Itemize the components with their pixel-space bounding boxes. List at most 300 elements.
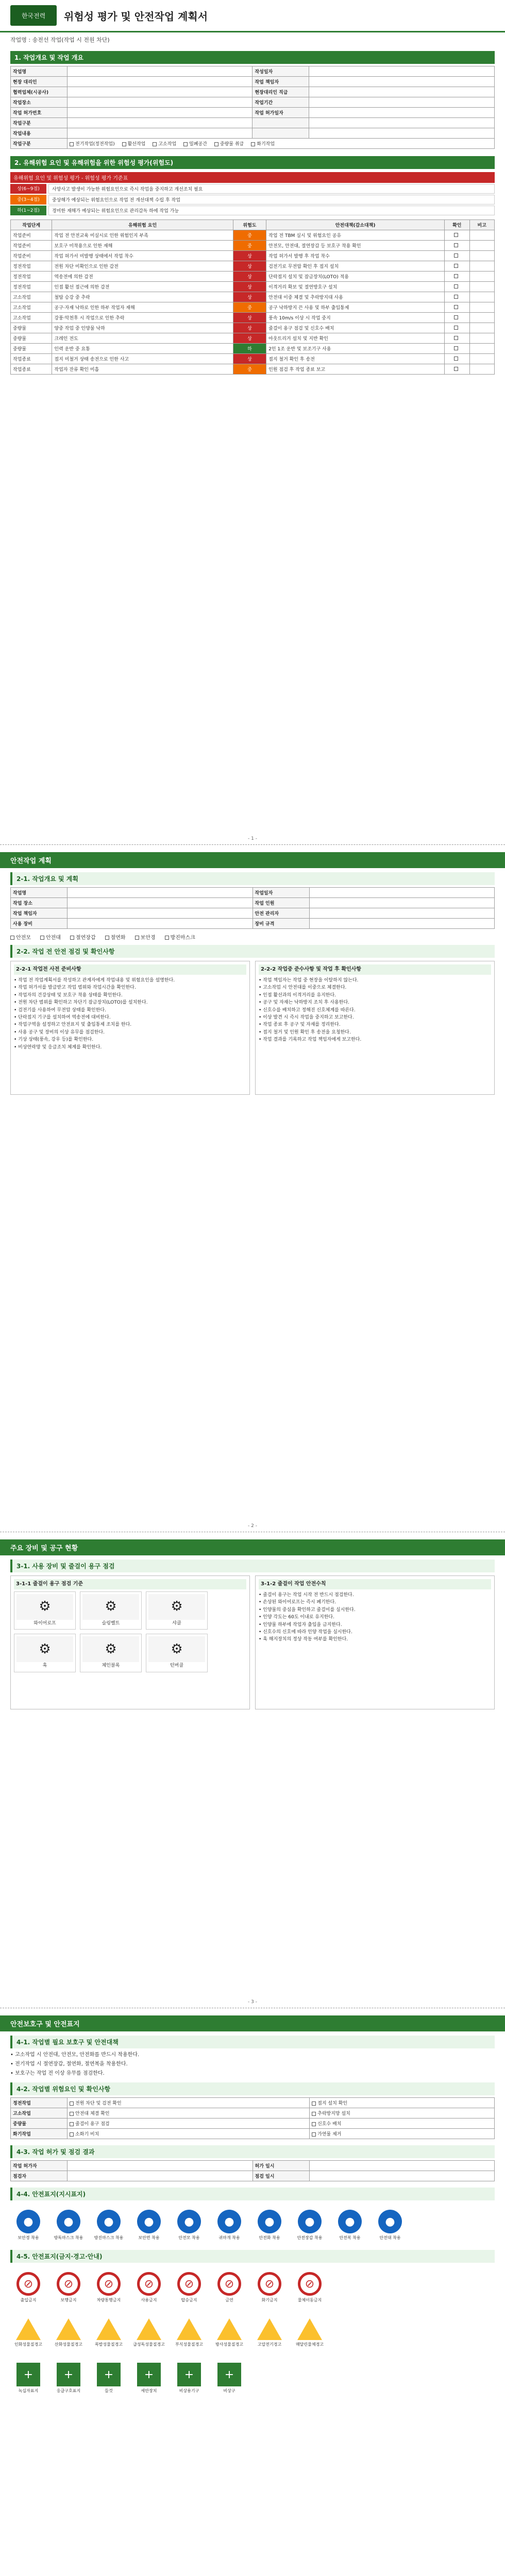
safety-sign xyxy=(211,2267,247,2308)
check-item[interactable]: 소화기 비치 xyxy=(68,2129,310,2139)
company-logo: 한국전력 xyxy=(10,5,57,26)
field-label: 작업 책임자 xyxy=(11,908,68,919)
note-cell[interactable] xyxy=(469,241,495,251)
work-type-checkbox[interactable]: 고소작업 xyxy=(153,142,176,147)
confirm-checkbox[interactable] xyxy=(445,282,469,292)
risk-cell: 중 xyxy=(233,302,266,313)
ppe-checkbox[interactable]: 안전모 xyxy=(10,935,31,941)
note-cell[interactable] xyxy=(469,230,495,241)
sign-label: 보행금지 xyxy=(60,2298,77,2302)
sign-label: 차량통행금지 xyxy=(96,2298,121,2302)
sign-label: 귀마개 착용 xyxy=(218,2235,240,2240)
step-cell: 중량물 xyxy=(11,323,52,333)
work-type-options xyxy=(68,139,495,149)
safety-sign xyxy=(10,2358,46,2399)
step-cell: 작업준비 xyxy=(11,241,52,251)
risk-scale xyxy=(0,184,505,215)
safety-sign xyxy=(50,2312,87,2353)
plan-band: 안전작업 계획 xyxy=(0,852,505,868)
table-row xyxy=(11,118,495,128)
page-4 xyxy=(0,2015,505,2576)
sign-label: 응급구호표지 xyxy=(56,2388,81,2393)
field-label: 작업구분 xyxy=(11,118,68,128)
safety-sign xyxy=(251,2312,288,2353)
list-item: • 손상된 와이어로프는 즉시 폐기한다. xyxy=(259,1600,336,1605)
risk-scale-row xyxy=(10,195,495,205)
table-row xyxy=(11,282,495,292)
field-label: 작업 허가자 xyxy=(11,2161,68,2171)
sign-label: 매달린물체경고 xyxy=(295,2342,324,2347)
page-2 xyxy=(0,852,505,1532)
during-work-title: 2-2-2 작업중 준수사항 및 작업 후 확인사항 xyxy=(259,964,491,975)
note-cell[interactable] xyxy=(469,261,495,272)
table-row xyxy=(11,87,495,97)
check-item[interactable]: 안전대 체결 확인 xyxy=(68,2108,310,2119)
field-value[interactable] xyxy=(68,118,252,128)
sign-label: 탑승금지 xyxy=(181,2298,197,2302)
other-signs-heading: 4-5. 안전표지(금지·경고·안내) xyxy=(10,2250,495,2263)
step-cell: 정전작업 xyxy=(11,272,52,282)
list-item: • 검전기를 사용하여 무전압 상태를 확인한다. xyxy=(14,1007,106,1013)
rigging-inspection-title: 3-1-1 줄걸이 용구 점검 기준 xyxy=(14,1579,246,1589)
field-value[interactable] xyxy=(68,2161,253,2171)
check-item[interactable]: 접지 설치 확인 xyxy=(310,2098,495,2108)
risk-level-chip: 하(1~2점) xyxy=(10,206,46,215)
equipment-item xyxy=(80,1634,142,1672)
column-header: 확인 xyxy=(445,220,469,230)
field-value[interactable] xyxy=(68,97,252,108)
field-value[interactable] xyxy=(68,108,252,118)
sign-label: 방사성물질경고 xyxy=(215,2342,244,2347)
confirm-checkbox[interactable] xyxy=(445,272,469,282)
equipment-image: ⚙ xyxy=(148,1594,205,1620)
measure-cell: 인원 점검 후 작업 종료 보고 xyxy=(266,364,445,375)
field-value[interactable] xyxy=(309,87,495,97)
list-item: • 신호수를 배치하고 정해진 신호체계를 따른다. xyxy=(259,1007,356,1013)
note-cell[interactable] xyxy=(469,333,495,344)
field-value[interactable] xyxy=(309,898,495,908)
hazard-cell: 인접 활선 접근에 의한 감전 xyxy=(52,282,233,292)
sign-label: 고압전기경고 xyxy=(257,2342,282,2347)
hazard-cell: 인력 운반 중 요통 xyxy=(52,344,233,354)
table-row xyxy=(11,2171,495,2181)
note-cell[interactable] xyxy=(469,354,495,364)
safety-sign xyxy=(292,2205,328,2246)
yellow-sign-icon xyxy=(137,2318,161,2340)
step-cell: 고소작업 xyxy=(11,292,52,302)
safety-sign xyxy=(91,2205,127,2246)
risk-cell: 상 xyxy=(233,354,266,364)
section-2-heading: 2. 유해위험 요인 및 유해위험을 위한 위험성 평가(위험도) xyxy=(10,156,495,169)
yellow-sign-icon xyxy=(297,2318,322,2340)
safety-sign xyxy=(211,2312,247,2353)
ppe-checkbox[interactable]: 보안경 xyxy=(135,935,156,941)
risk-cell: 상 xyxy=(233,333,266,344)
work-type-checkbox[interactable]: 화기작업 xyxy=(251,142,275,147)
list-item: • 작업자의 건강상태 및 보호구 착용 상태를 확인한다. xyxy=(14,992,123,998)
note-cell[interactable] xyxy=(469,251,495,261)
yellow-sign-icon xyxy=(257,2318,282,2340)
equipment-section-heading: 3-1. 사용 장비 및 줄걸이 용구 점검 xyxy=(10,1560,495,1572)
risk-cell: 상 xyxy=(233,251,266,261)
table-row xyxy=(11,898,495,908)
blue-sign-icon: ● xyxy=(258,2210,281,2233)
blue-sign-icon: ● xyxy=(97,2210,121,2233)
list-item: • 인양물의 중심을 확인하고 줄걸이를 실시한다. xyxy=(259,1607,356,1613)
field-value[interactable] xyxy=(68,128,252,139)
safety-sign xyxy=(372,2205,408,2246)
column-header: 비고 xyxy=(469,220,495,230)
list-item: • 공구 및 자재는 낙하방지 조치 후 사용한다. xyxy=(259,1000,349,1006)
page-1 xyxy=(0,0,505,845)
risk-criteria-banner: 유해위험 요인 및 위험성 평가 - 위험성 평가 기준표 xyxy=(10,172,495,183)
table-row xyxy=(11,97,495,108)
equipment-label: 체인블록 xyxy=(102,1663,120,1669)
field-label: 협력업체(시공사) xyxy=(11,87,68,97)
note-cell[interactable] xyxy=(469,292,495,302)
hazard-cell: 공구·자재 낙하로 인한 하부 작업자 재해 xyxy=(52,302,233,313)
measure-cell: 풍속 10m/s 이상 시 작업 중지 xyxy=(266,313,445,323)
list-item: • 인양 각도는 60도 이내로 유지한다. xyxy=(259,1615,334,1620)
blue-sign-icon: ● xyxy=(177,2210,201,2233)
column-header: 유해위험 요인 xyxy=(52,220,233,230)
field-value[interactable] xyxy=(309,77,495,87)
step-cell: 작업준비 xyxy=(11,251,52,261)
safety-sign xyxy=(211,2358,247,2399)
list-item: • 기상 상태(풍속, 강우 등)를 확인한다. xyxy=(14,1037,94,1043)
field-label: 작업내용 xyxy=(11,128,68,139)
red-sign-icon: ⊘ xyxy=(177,2272,201,2296)
blue-sign-icon: ● xyxy=(137,2210,161,2233)
table-row xyxy=(11,364,495,375)
list-item: • 훅 해지장치의 정상 작동 여부를 확인한다. xyxy=(259,1637,348,1642)
red-sign-icon: ⊘ xyxy=(298,2272,322,2296)
field-label: 작업일자 xyxy=(252,888,309,898)
safety-sign xyxy=(50,2205,87,2246)
hazard-cell: 작업 허가서 미발행 상태에서 작업 착수 xyxy=(52,251,233,261)
sign-label: 세안장치 xyxy=(141,2388,157,2393)
field-label: 점검자 xyxy=(11,2171,68,2181)
equipment-item xyxy=(14,1634,76,1672)
table-row xyxy=(11,2108,495,2119)
safety-sign xyxy=(211,2205,247,2246)
table-row xyxy=(11,302,495,313)
check-item[interactable]: 추락방지망 설치 xyxy=(310,2108,495,2119)
measure-cell: 아웃트리거 설치 및 지반 확인 xyxy=(266,333,445,344)
ppe-checkbox[interactable]: 안전대 xyxy=(40,935,61,941)
sign-label: 비상용기구 xyxy=(179,2388,199,2393)
table-row xyxy=(11,77,495,87)
safety-sign xyxy=(292,2312,328,2353)
list-item: • 전원 차단 범위를 확인하고 차단기 잠금장치(LOTO)를 설치한다. xyxy=(14,1000,148,1006)
field-label: 작성일자 xyxy=(252,66,309,77)
confirm-checkbox[interactable] xyxy=(445,364,469,375)
check-item[interactable]: 가연물 제거 xyxy=(310,2129,495,2139)
risk-level-description: 경미한 재해가 예상되는 위험요인으로 관리감독 하에 작업 가능 xyxy=(48,206,495,215)
equipment-label: 훅 xyxy=(42,1663,47,1669)
risk-cell: 중 xyxy=(233,364,266,375)
ppe-checkbox[interactable]: 방진마스크 xyxy=(165,935,195,941)
equipment-item xyxy=(80,1591,142,1630)
field-value[interactable] xyxy=(309,128,495,139)
field-value[interactable] xyxy=(68,87,252,97)
equipment-label: 와이어로프 xyxy=(33,1621,56,1626)
field-label: 작업 허가일자 xyxy=(252,108,309,118)
field-value[interactable] xyxy=(68,888,253,898)
hazard-cell: 전원 차단 미확인으로 인한 감전 xyxy=(52,261,233,272)
check-item[interactable]: 신호수 배치 xyxy=(310,2119,495,2129)
plan-section-heading: 2-1. 작업개요 및 계획 xyxy=(10,872,495,885)
list-item: • 작업구역을 설정하고 안전표지 및 출입통제 조치를 한다. xyxy=(14,1022,132,1028)
list-item: • 작업 결과를 기록하고 작업 책임자에게 보고한다. xyxy=(259,1037,362,1043)
note-cell[interactable] xyxy=(469,272,495,282)
page-3 xyxy=(0,1539,505,2008)
table-row xyxy=(11,292,495,302)
field-value[interactable] xyxy=(68,66,252,77)
field-label: 작업 인원 xyxy=(252,898,309,908)
sign-label: 보안경 착용 xyxy=(18,2235,39,2240)
field-value[interactable] xyxy=(309,97,495,108)
list-item: • 인양물 하부에 작업자 출입을 금지한다. xyxy=(259,1622,342,1628)
yellow-sign-icon xyxy=(96,2318,121,2340)
measure-cell: 접지 철거 확인 후 송전 xyxy=(266,354,445,364)
step-cell: 작업종료 xyxy=(11,364,52,375)
risk-cell: 하 xyxy=(233,344,266,354)
field-label: 작업 책임자 xyxy=(252,77,309,87)
red-sign-icon: ⊘ xyxy=(16,2272,40,2296)
note-cell[interactable] xyxy=(469,344,495,354)
safety-sign xyxy=(292,2267,328,2308)
column-header: 안전대책(감소대책) xyxy=(266,220,445,230)
risk-level-chip: 상(6~9점) xyxy=(10,184,46,194)
risk-cell: 중 xyxy=(233,241,266,251)
confirm-checkbox[interactable] xyxy=(445,313,469,323)
field-value[interactable] xyxy=(68,908,253,919)
confirm-checkbox[interactable] xyxy=(445,241,469,251)
measure-cell: 이격거리 확보 및 절연방호구 설치 xyxy=(266,282,445,292)
sign-label: 인화성물질경고 xyxy=(14,2342,43,2347)
sign-label: 안전화 착용 xyxy=(259,2235,280,2240)
hazard-cell: 강풍·악천후 시 작업으로 인한 추락 xyxy=(52,313,233,323)
plan-info-table xyxy=(10,887,495,929)
field-label xyxy=(252,118,309,128)
safety-sign xyxy=(171,2267,207,2308)
note-cell[interactable] xyxy=(469,323,495,333)
equipment-band: 주요 장비 및 공구 현황 xyxy=(0,1539,505,1555)
sign-label: 물체이동금지 xyxy=(297,2298,322,2302)
work-type-checkbox[interactable]: 밀폐공간 xyxy=(183,142,207,147)
confirm-checkbox[interactable] xyxy=(445,230,469,241)
field-value[interactable] xyxy=(309,919,495,929)
note-cell[interactable] xyxy=(469,313,495,323)
step-cell: 정전작업 xyxy=(11,261,52,272)
red-sign-icon: ⊘ xyxy=(57,2272,80,2296)
confirm-checkbox[interactable] xyxy=(445,261,469,272)
step-cell: 정전작업 xyxy=(11,282,52,292)
field-label: 현장 대리인 xyxy=(11,77,68,87)
equipment-label: 턴버클 xyxy=(170,1663,184,1669)
field-value[interactable] xyxy=(309,888,495,898)
mandatory-signs-heading: 4-4. 안전표지(지시표지) xyxy=(10,2188,495,2200)
table-row xyxy=(11,2129,495,2139)
sign-label: 안전대 착용 xyxy=(379,2235,401,2240)
list-item: • 작업 전 작업계획서를 작성하고 관계자에게 작업내용 및 위험요인을 설명한다. xyxy=(14,978,175,983)
risk-level-chip: 중(3~4점) xyxy=(10,195,46,205)
work-type-checkbox[interactable]: 활선작업 xyxy=(122,142,146,147)
confirm-checkbox[interactable] xyxy=(445,251,469,261)
field-label: 작업명 xyxy=(11,888,68,898)
table-row xyxy=(11,354,495,364)
list-item: • 보호구는 작업 전 이상 유무를 점검한다. xyxy=(10,2071,105,2076)
measure-cell: 작업 허가서 발행 후 작업 착수 xyxy=(266,251,445,261)
field-value[interactable] xyxy=(68,898,253,908)
list-item: • 인접 활선과의 이격거리를 유지한다. xyxy=(259,992,336,998)
table-row xyxy=(11,108,495,118)
table-row xyxy=(11,333,495,344)
table-row xyxy=(11,261,495,272)
measure-cell: 공구 낙하방지 끈 사용 및 하부 출입통제 xyxy=(266,302,445,313)
sign-label: 안전모 착용 xyxy=(178,2235,200,2240)
hazard-cell: 철탑 승강 중 추락 xyxy=(52,292,233,302)
page-number: - 1 - xyxy=(248,836,257,841)
safety-sign xyxy=(91,2312,127,2353)
permit-result-table xyxy=(10,2160,495,2181)
list-item: • 고소작업 시 안전대를 이중으로 체결한다. xyxy=(259,985,347,991)
step-cell: 중량물 xyxy=(11,333,52,344)
field-label: 작업 허가번호 xyxy=(11,108,68,118)
safety-sign xyxy=(91,2267,127,2308)
ppe-checkbox[interactable]: 절연장갑 xyxy=(70,935,96,941)
field-value[interactable] xyxy=(309,2161,495,2171)
prohibition-signs xyxy=(10,2267,495,2308)
equipment-item xyxy=(146,1591,208,1630)
field-label: 작업구분 xyxy=(11,139,68,149)
confirm-checkbox[interactable] xyxy=(445,292,469,302)
blue-sign-icon: ● xyxy=(378,2210,402,2233)
work-type-checkbox[interactable]: 중량물 취급 xyxy=(214,142,244,147)
field-value[interactable] xyxy=(309,908,495,919)
field-value[interactable] xyxy=(309,108,495,118)
field-label xyxy=(252,128,309,139)
field-value[interactable] xyxy=(68,2171,253,2181)
table-row xyxy=(11,230,495,241)
work-type-label: 정전작업 xyxy=(11,2098,68,2108)
note-cell[interactable] xyxy=(469,282,495,292)
confirm-checkbox[interactable] xyxy=(445,302,469,313)
header xyxy=(0,0,505,32)
sign-label: 방독마스크 착용 xyxy=(54,2235,83,2240)
risk-cell: 상 xyxy=(233,323,266,333)
rigging-rules-column xyxy=(255,1575,495,1709)
table-row xyxy=(11,344,495,354)
hazard-check-heading: 4-2. 작업별 위험요인 및 확인사항 xyxy=(10,2082,495,2095)
green-sign-icon: + xyxy=(177,2363,201,2386)
table-row xyxy=(11,313,495,323)
list-item: • 고소작업 시 안전대, 안전모, 안전화를 반드시 착용한다. xyxy=(10,2052,140,2058)
document-title: 위험성 평가 및 안전작업 계획서 xyxy=(64,10,208,23)
list-item: • 신호수의 신호에 따라 인양 작업을 실시한다. xyxy=(259,1629,352,1635)
risk-cell: 상 xyxy=(233,261,266,272)
sign-label: 출입금지 xyxy=(20,2298,37,2302)
field-value[interactable] xyxy=(309,2171,495,2181)
equipment-item xyxy=(146,1634,208,1672)
confirm-checkbox[interactable] xyxy=(445,344,469,354)
section-1-heading: 1. 작업개요 및 작업 개요 xyxy=(10,51,495,64)
sign-label: 안전복 착용 xyxy=(339,2235,361,2240)
equipment-image: ⚙ xyxy=(82,1594,139,1620)
permit-result-heading: 4-3. 작업 허가 및 점검 결과 xyxy=(10,2145,495,2158)
step-cell: 고소작업 xyxy=(11,313,52,323)
document-subtitle: 작업명 : 송전선 작업(작업 시 전원 차단) xyxy=(10,37,110,43)
note-cell[interactable] xyxy=(469,364,495,375)
note-cell[interactable] xyxy=(469,302,495,313)
ppe-band: 안전보호구 및 안전표지 xyxy=(0,2015,505,2031)
field-label: 안전 관리자 xyxy=(252,908,309,919)
equipment-label: 슬링벨트 xyxy=(102,1621,120,1626)
ppe-checkbox[interactable]: 절연화 xyxy=(105,935,126,941)
hazard-cell: 보호구 미착용으로 인한 재해 xyxy=(52,241,233,251)
field-label: 점검 일시 xyxy=(252,2171,309,2181)
list-item: • 비상연락망 및 응급조치 체계를 확인한다. xyxy=(14,1044,102,1050)
field-label: 작업장소 xyxy=(11,97,68,108)
risk-level-description: 사망사고 발생이 가능한 위험요인으로 즉시 작업을 중지하고 개선조치 필요 xyxy=(48,184,495,194)
safety-sign xyxy=(10,2312,46,2353)
list-item: • 접지 철거 및 인원 확인 후 송전을 요청한다. xyxy=(259,1029,351,1035)
table-row xyxy=(11,323,495,333)
sign-label: 사용금지 xyxy=(141,2298,157,2302)
green-sign-icon: + xyxy=(16,2363,40,2386)
yellow-sign-icon xyxy=(177,2318,201,2340)
field-value[interactable] xyxy=(309,118,495,128)
table-row xyxy=(11,919,495,929)
field-value[interactable] xyxy=(309,66,495,77)
list-item: • 사용 공구 및 장비의 이상 유무를 점검한다. xyxy=(14,1029,105,1035)
table-row xyxy=(11,251,495,261)
work-type-label: 중량물 xyxy=(11,2119,68,2129)
risk-cell: 중 xyxy=(233,230,266,241)
safety-sign xyxy=(171,2358,207,2399)
field-value[interactable] xyxy=(68,919,253,929)
sign-label: 녹십자표지 xyxy=(18,2388,39,2393)
field-label: 현장대리인 직급 xyxy=(252,87,309,97)
confirm-checkbox[interactable] xyxy=(445,354,469,364)
risk-cell: 상 xyxy=(233,282,266,292)
yellow-sign-icon xyxy=(16,2318,41,2340)
hazard-cell: 작업 전 안전교육 미실시로 인한 위험인지 부족 xyxy=(52,230,233,241)
measure-cell: 안전대 이중 체결 및 추락방지대 사용 xyxy=(266,292,445,302)
green-sign-icon: + xyxy=(97,2363,121,2386)
field-label: 작업기간 xyxy=(252,97,309,108)
confirm-checkbox[interactable] xyxy=(445,333,469,344)
check-item[interactable]: 줄걸이 용구 점검 xyxy=(68,2119,310,2129)
check-item[interactable]: 전원 차단 및 검전 확인 xyxy=(68,2098,310,2108)
yellow-sign-icon xyxy=(217,2318,242,2340)
table-row xyxy=(11,908,495,919)
field-value[interactable] xyxy=(68,77,252,87)
work-type-checkbox[interactable]: 전기작업(정전작업) xyxy=(70,142,115,147)
hazard-cell: 역송전에 의한 감전 xyxy=(52,272,233,282)
safety-sign xyxy=(50,2267,87,2308)
list-item: • 작업 책임자는 작업 중 현장을 이탈하지 않는다. xyxy=(259,978,359,983)
hazard-cell: 크레인 전도 xyxy=(52,333,233,344)
list-item: • 작업 종료 후 공구 및 자재를 정리한다. xyxy=(259,1022,341,1028)
blue-sign-icon: ● xyxy=(338,2210,362,2233)
field-label: 작업명 xyxy=(11,66,68,77)
safety-sign xyxy=(50,2358,87,2399)
confirm-checkbox[interactable] xyxy=(445,323,469,333)
equipment-image: ⚙ xyxy=(16,1636,73,1662)
equipment-label: 샤클 xyxy=(172,1621,181,1626)
